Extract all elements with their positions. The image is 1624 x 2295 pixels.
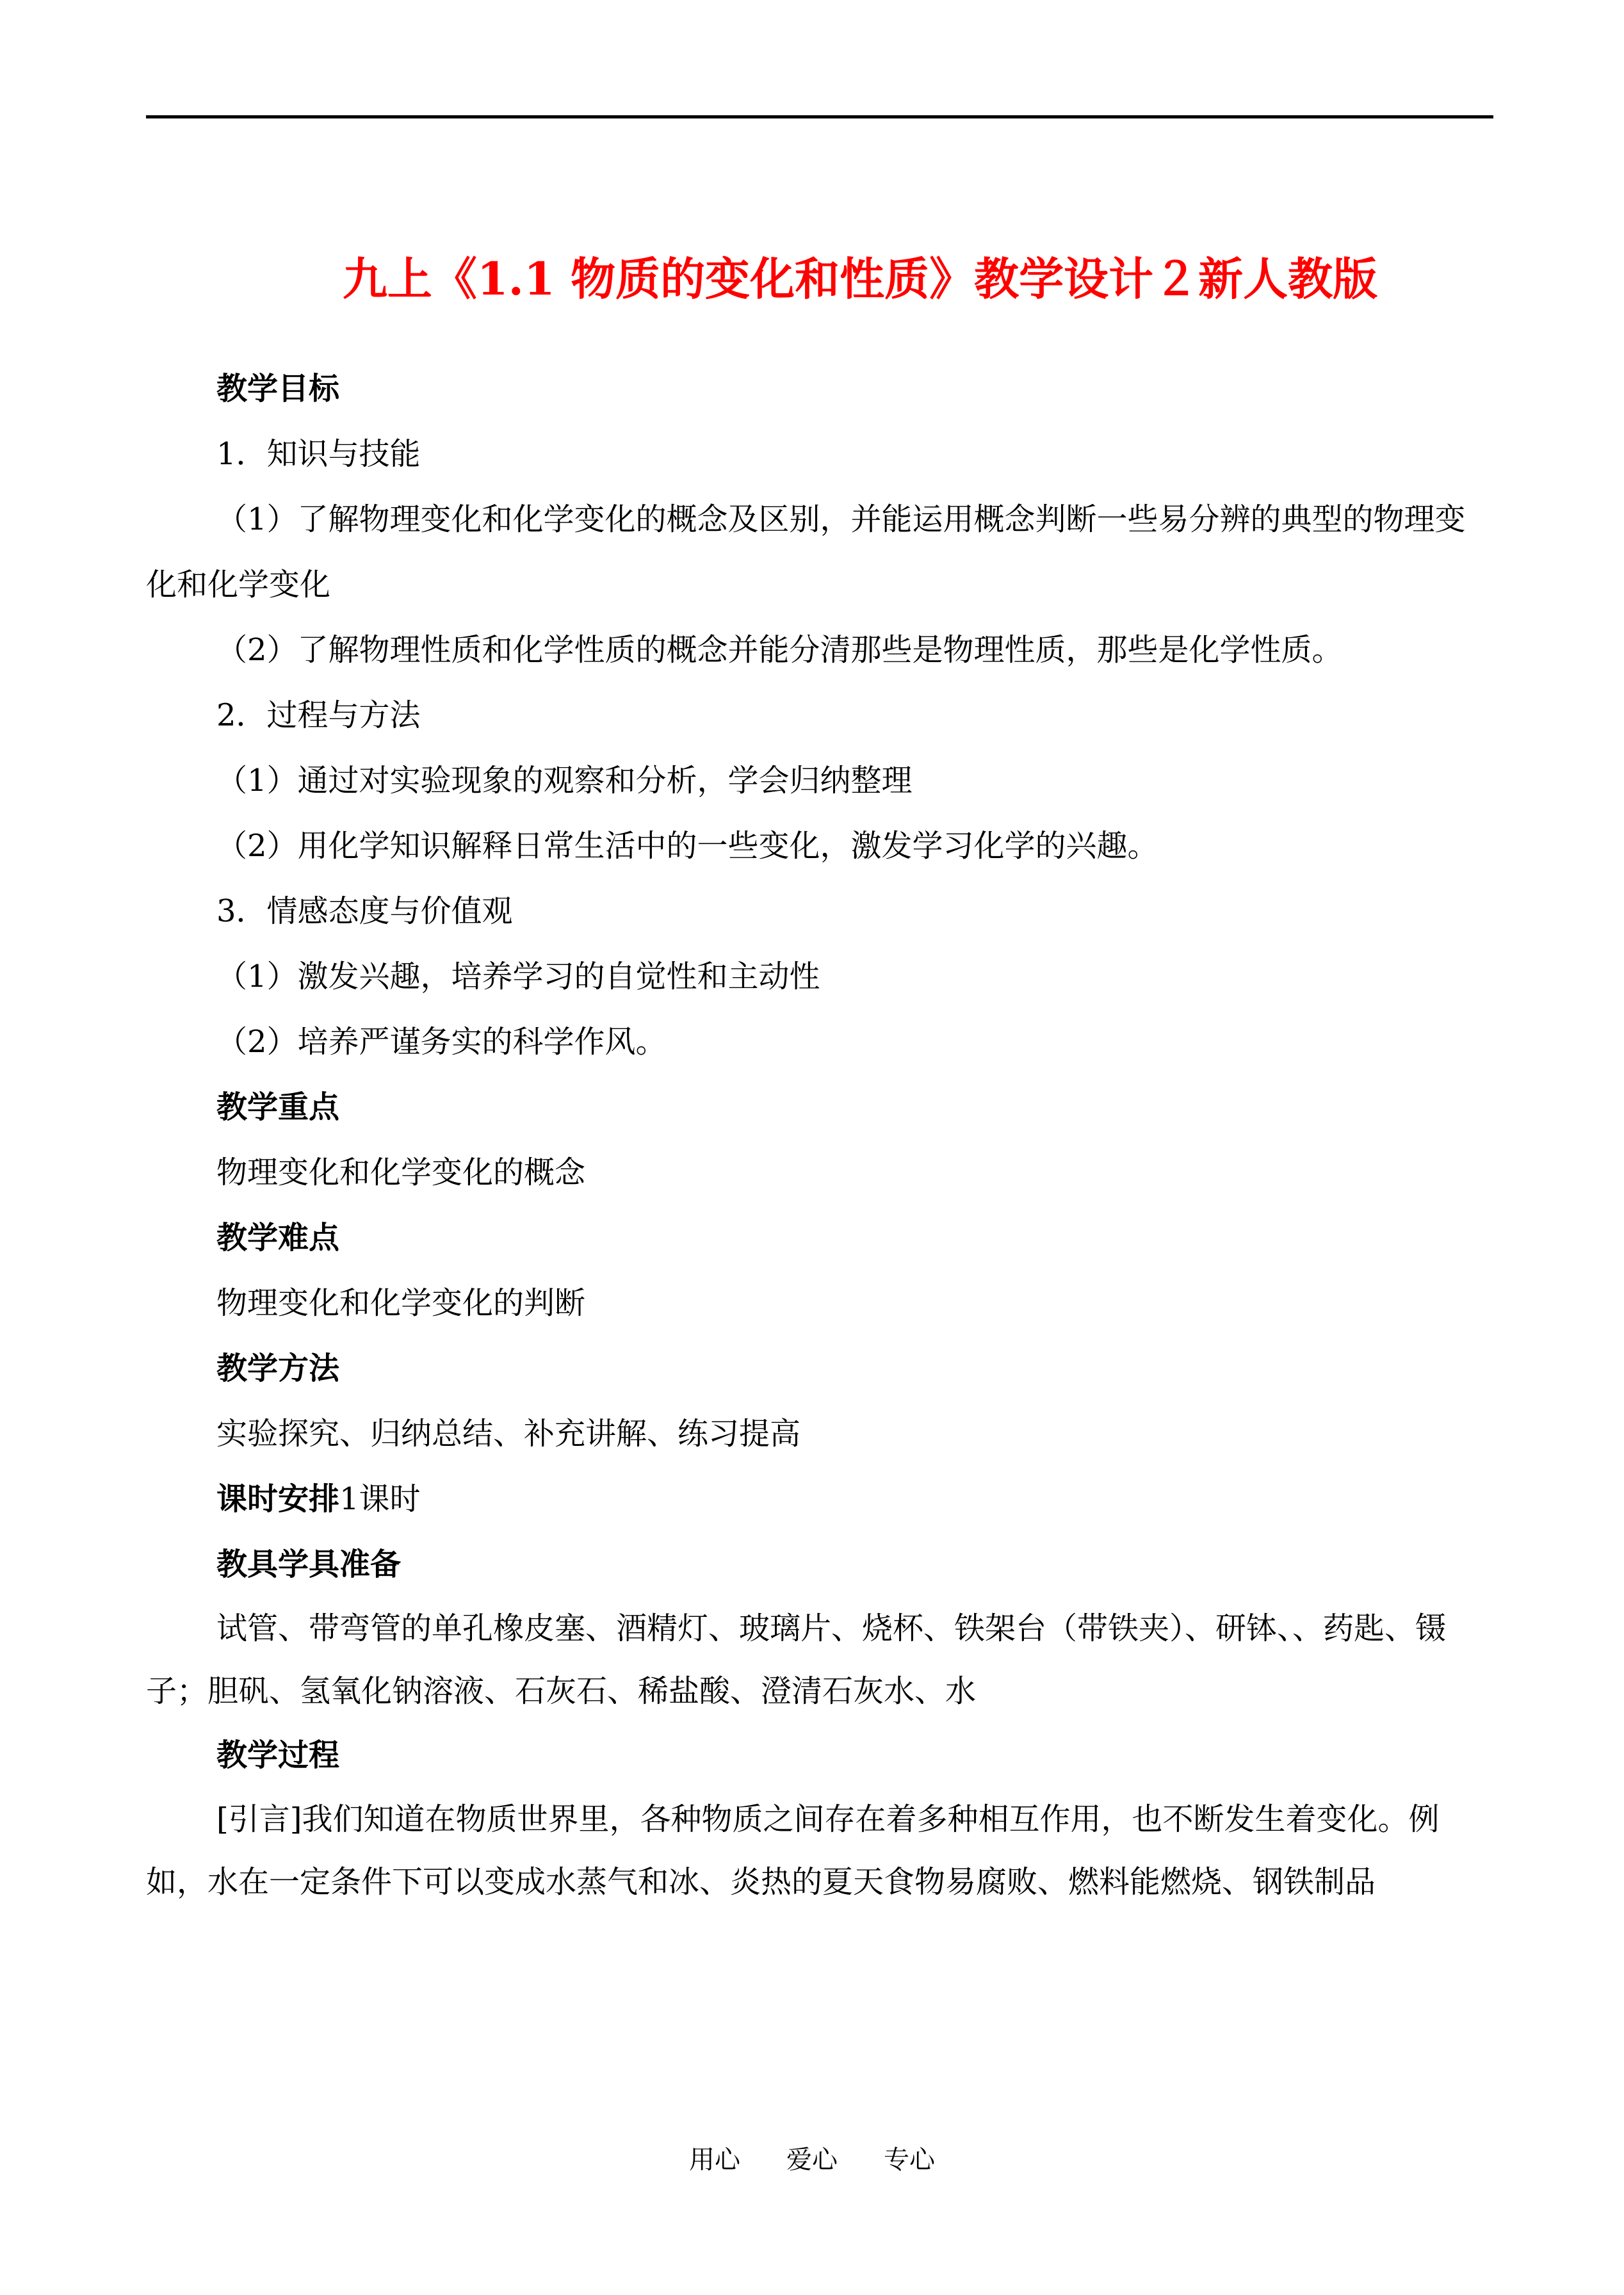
- process-method-heading: 2．过程与方法: [216, 697, 421, 733]
- knowledge-item-2: （2）了解物理性质和化学性质的概念并能分清那些是物理性质，那些是化学性质。: [216, 632, 1343, 668]
- document-title: 九上《1.1 物质的变化和性质》教学设计２新人教版: [342, 252, 1378, 305]
- schedule-text: 1课时: [339, 1481, 421, 1517]
- knowledge-item-1: （1）了解物理变化和化学变化的概念及区别，并能运用概念判断一些易分辨的典型的物理变化和化学变化: [146, 501, 1466, 603]
- teaching-process-heading: 教学过程: [216, 1737, 340, 1773]
- attitude-item-1: （1）激发兴趣，培养学习的自觉性和主动性: [216, 959, 820, 994]
- difficulty-text: 物理变化和化学变化的判断: [216, 1285, 586, 1321]
- header-rule: [146, 115, 1493, 118]
- page-footer: [0, 2142, 1624, 2178]
- process-item-1: （1）通过对实验现象的观察和分析，学会归纳整理: [216, 763, 913, 799]
- footer-word-3: 专心: [884, 2145, 935, 2175]
- attitude-heading: 3．情感态度与价值观: [216, 893, 513, 929]
- process-item-2: （2）用化学知识解释日常生活中的一些变化，激发学习化学的兴趣。: [216, 828, 1158, 864]
- teaching-process-text: [引言]我们知道在物质世界里，各种物质之间存在着多种相互作用，也不断发生着变化。例如，水在一定条件下可以变成水蒸气和冰、炎热的夏天食物易腐败、燃料能燃烧、钢铁制品: [146, 1801, 1440, 1900]
- footer-word-1: 用心: [689, 2145, 740, 2175]
- schedule-heading: 课时安排: [216, 1481, 340, 1517]
- key-points-heading: 教学重点: [216, 1089, 340, 1125]
- footer-word-2: 爱心: [786, 2145, 838, 2175]
- objectives-heading: 教学目标: [216, 371, 340, 407]
- key-points-text: 物理变化和化学变化的概念: [216, 1155, 586, 1190]
- materials-text: 试管、带弯管的单孔橡皮塞、酒精灯、玻璃片、烧杯、铁架台（带铁夹）、研钵、、药匙、镊子；胆矾、氢氧化钠溶液、石灰石、稀盐酸、澄清石灰水、水: [146, 1610, 1447, 1709]
- schedule-line: [216, 1466, 1493, 1532]
- method-text: 实验探究、归纳总结、补充讲解、练习提高: [216, 1416, 801, 1452]
- document-body: [146, 356, 1493, 1913]
- knowledge-skills-heading: 1．知识与技能: [216, 436, 421, 472]
- materials-heading: 教具学具准备: [216, 1546, 402, 1582]
- difficulty-heading: 教学难点: [216, 1220, 340, 1256]
- attitude-item-2: （2）培养严谨务实的科学作风。: [216, 1024, 667, 1060]
- method-heading: 教学方法: [216, 1350, 340, 1386]
